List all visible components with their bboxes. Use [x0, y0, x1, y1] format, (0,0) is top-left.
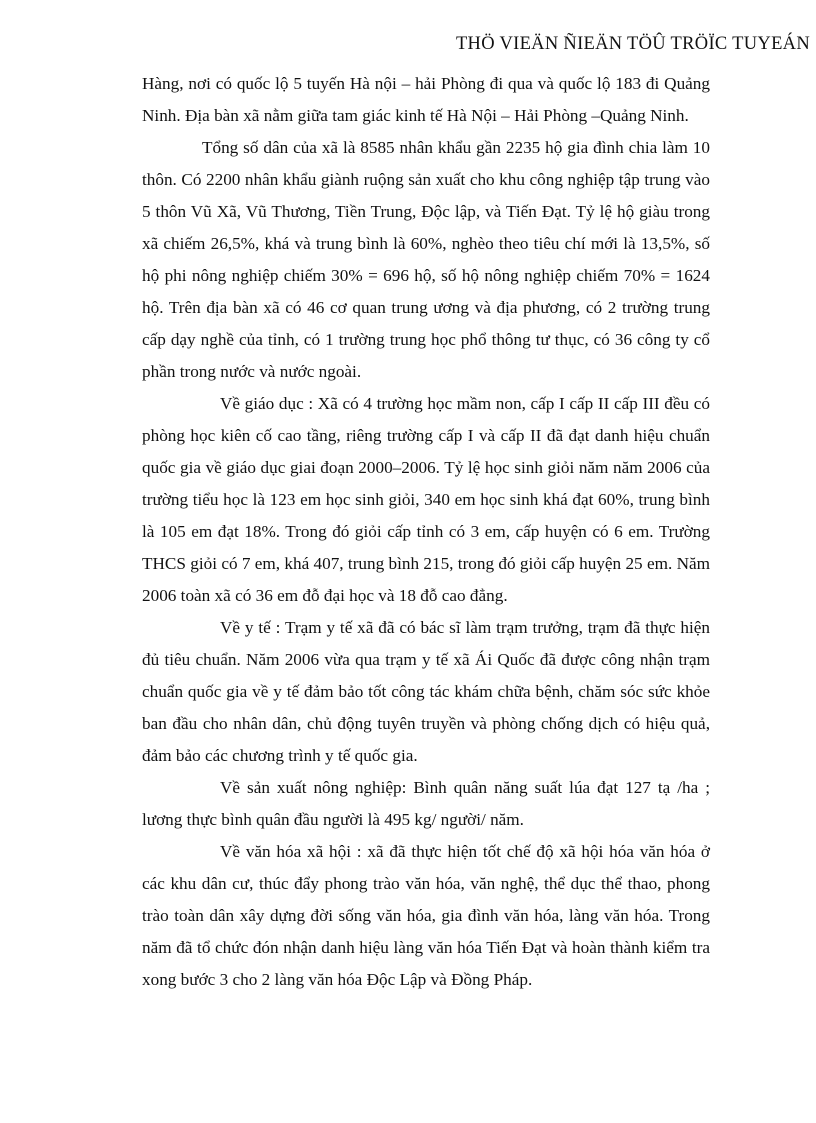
- paragraph-health: Về y tế : Trạm y tế xã đã có bác sĩ làm trạm trưởng, trạm đã thực hiện đủ tiêu chuẩn. Năm 2006 vừa qua trạm y tế xã Ái Quốc đã được công nhận trạm chuẩn quốc gia về y tế đảm bảo tốt công tác khám chữa bệnh, chăm sóc sức khỏe ban đầu cho nhân dân, chủ động tuyên truyền và phòng chống dịch có hiệu quả, đảm bảo các chương trình y tế quốc gia.: [142, 618, 710, 765]
- paragraph-agriculture: Về sản xuất nông nghiệp: Bình quân năng suất lúa đạt 127 tạ /ha ; lương thực bình quân đầu người là 495 kg/ người/ năm.: [142, 778, 710, 829]
- paragraph-population: Tổng số dân của xã là 8585 nhân khẩu gần 2235 hộ gia đình chia làm 10 thôn. Có 2200 nhân khẩu giành ruộng sản xuất cho khu công nghiệp tập trung vào 5 thôn Vũ Xã, Vũ Thương, Tiền Trung, Độc lập, và Tiến Đạt. Tỷ lệ hộ giàu trong xã chiếm 26,5%, khá và trung bình là 60%, nghèo theo tiêu chí mới là 13,5%, số hộ phi nông nghiệp chiếm 30% = 696 hộ, số hộ nông nghiệp chiếm 70% = 1624 hộ. Trên địa bàn xã có 46 cơ quan trung ương và địa phương, có 2 trường trung cấp dạy nghề của tỉnh, có 1 trường trung học phổ thông tư thục, có 36 công ty cổ phần trong nước và nước ngoài.: [142, 138, 710, 381]
- paragraph-culture: Về văn hóa xã hội : xã đã thực hiện tốt chế độ xã hội hóa văn hóa ở các khu dân cư, thúc đẩy phong trào văn hóa, văn nghệ, thể dục thể thao, phong trào toàn dân xây dựng đời sống văn hóa, gia đình văn hóa, làng văn hóa. Trong năm đã tổ chức đón nhận danh hiệu làng văn hóa Tiến Đạt và hoàn thành kiểm tra xong bước 3 cho 2 làng văn hóa Độc Lập và Đồng Pháp.: [142, 842, 710, 989]
- document-body: [142, 68, 710, 996]
- paragraph-education: Về giáo dục : Xã có 4 trường học mầm non, cấp I cấp II cấp III đều có phòng học kiên cố cao tầng, riêng trường cấp I và cấp II đã đạt danh hiệu chuẩn quốc gia về giáo dục giai đoạn 2000–2006. Tỷ lệ học sinh giỏi năm năm 2006 của trường tiểu học là 123 em học sinh giỏi, 340 em học sinh khá đạt 60%, trung bình là 105 em đạt 18%. Trong đó giỏi cấp tỉnh có 3 em, cấp huyện có 6 em. Trường THCS giỏi có 7 em, khá 407, trung bình 215, trong đó giỏi cấp huyện 25 em. Năm 2006 toàn xã có 36 em đỗ đại học và 18 đỗ cao đẳng.: [142, 394, 710, 605]
- paragraph-location: Hàng, nơi có quốc lộ 5 tuyến Hà nội – hải Phòng đi qua và quốc lộ 183 đi Quảng Ninh. Địa bàn xã nằm giữa tam giác kinh tế Hà Nội – Hải Phòng –Quảng Ninh.: [142, 74, 710, 125]
- page-header-title: THÖ VIEÄN ÑIEÄN TÖÛ TRÖÏC TUYEÁN: [455, 34, 810, 54]
